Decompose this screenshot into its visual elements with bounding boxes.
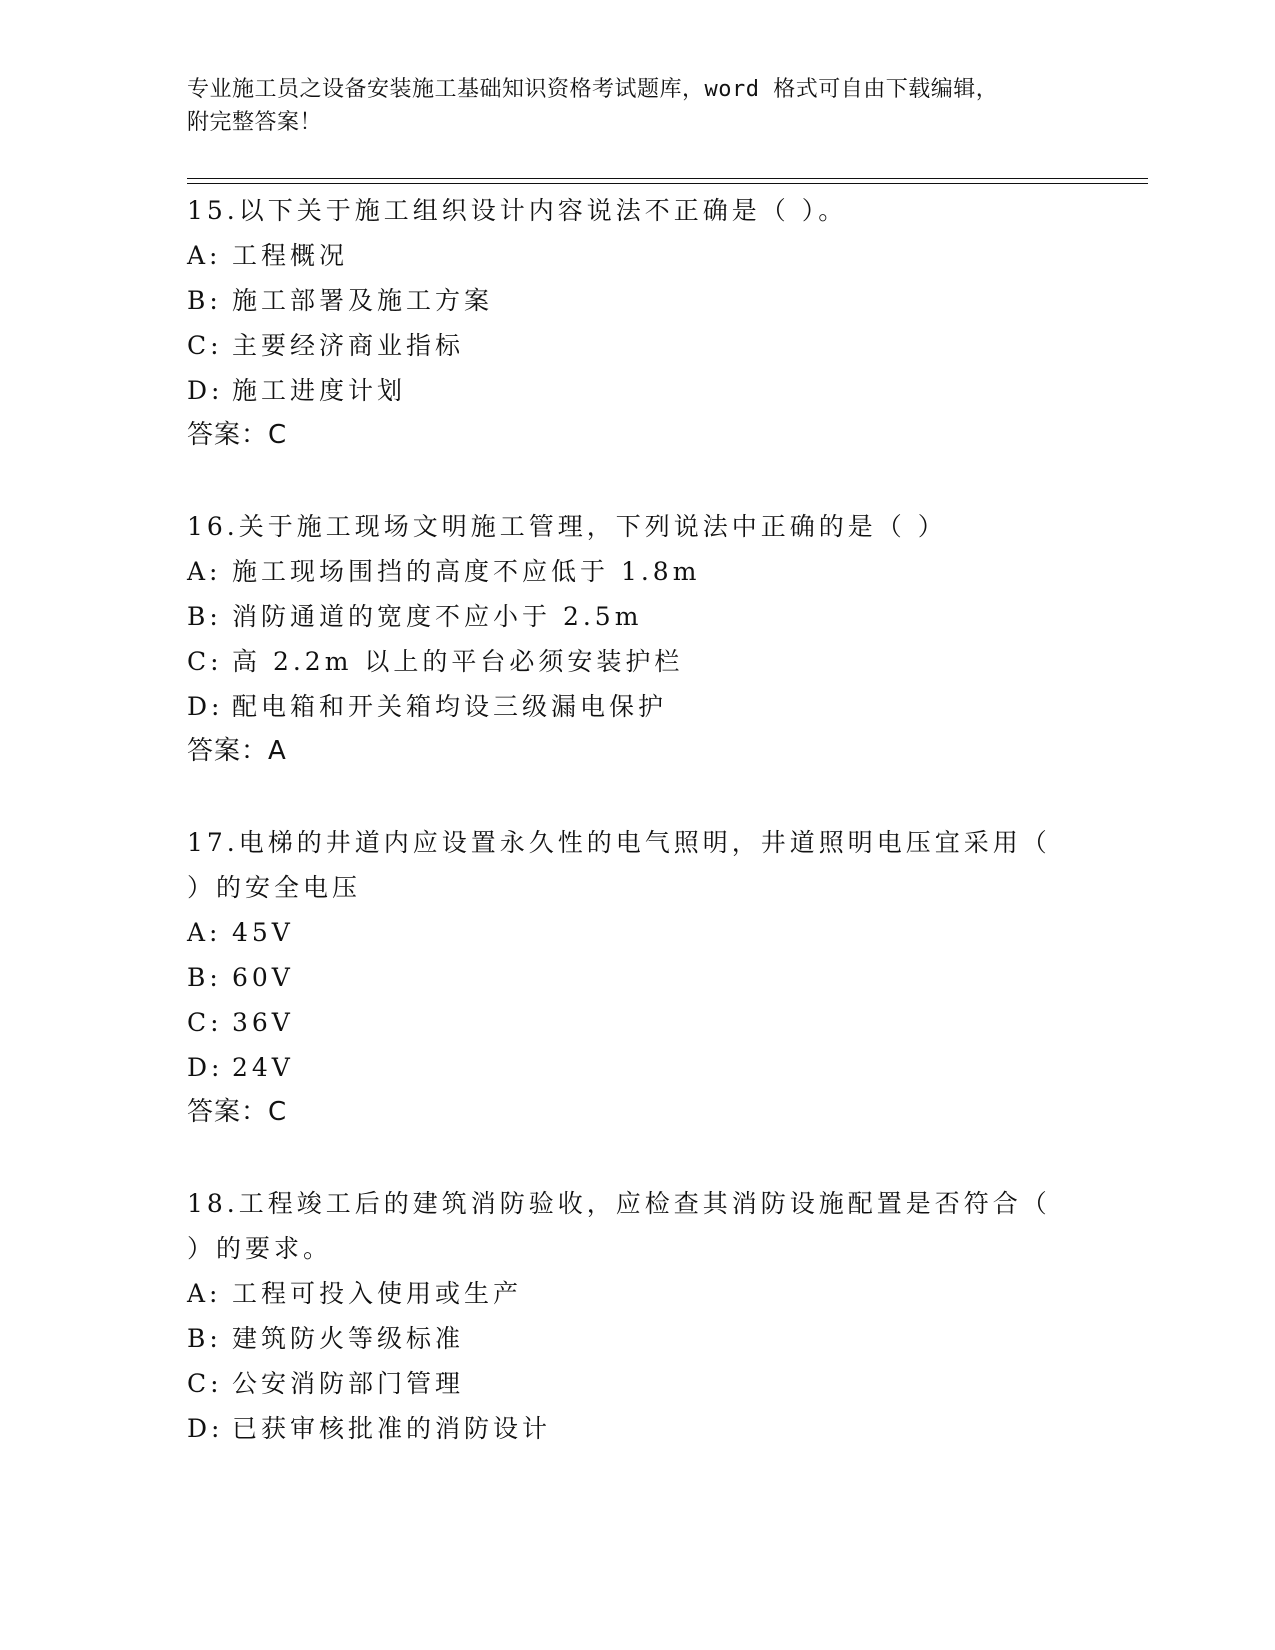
option-text: 施工现场围挡的高度不应低于 1.8m <box>232 557 701 586</box>
option-a <box>187 910 1067 955</box>
option-key: A: <box>187 557 222 586</box>
option-b <box>187 1316 1067 1361</box>
option-text: 主要经济商业指标 <box>232 331 465 360</box>
question-text: 18.工程竣工后的建筑消防验收，应检查其消防设施配置是否符合（ ）的要求。 <box>187 1189 1051 1263</box>
answer-label: 答案：C <box>187 1097 288 1127</box>
option-key: D: <box>187 376 224 405</box>
question-16 <box>187 504 1067 774</box>
answer-label: 答案：C <box>187 420 288 450</box>
option-d <box>187 1406 1067 1451</box>
header-divider-bottom <box>187 183 1148 184</box>
option-text: 施工进度计划 <box>232 376 407 405</box>
header-line-1: 专业施工员之设备安装施工基础知识资格考试题库，word 格式可自由下载编辑， <box>187 77 999 102</box>
option-key: B: <box>187 286 222 315</box>
option-key: D: <box>187 692 224 721</box>
question-15 <box>187 188 1067 458</box>
option-key: B: <box>187 963 222 992</box>
header-line-2: 附完整答案！ <box>187 110 323 135</box>
option-text: 配电箱和开关箱均设三级漏电保护 <box>232 692 668 721</box>
option-key: C: <box>187 647 223 676</box>
option-c <box>187 1000 1067 1045</box>
option-c <box>187 323 1067 368</box>
option-text: 60V <box>232 963 294 992</box>
option-text: 24V <box>232 1053 294 1082</box>
option-text: 施工部署及施工方案 <box>232 286 494 315</box>
option-key: C: <box>187 331 223 360</box>
option-text: 建筑防火等级标准 <box>232 1324 465 1353</box>
option-b <box>187 278 1067 323</box>
option-key: B: <box>187 602 222 631</box>
option-d <box>187 684 1067 729</box>
option-text: 高 2.2m 以上的平台必须安装护栏 <box>232 647 684 676</box>
option-key: B: <box>187 1324 222 1353</box>
option-b <box>187 594 1067 639</box>
option-b <box>187 955 1067 1000</box>
option-a <box>187 233 1067 278</box>
option-text: 36V <box>232 1008 294 1037</box>
option-c <box>187 639 1067 684</box>
header-divider-top <box>187 178 1148 179</box>
option-key: C: <box>187 1008 223 1037</box>
option-text: 公安消防部门管理 <box>232 1369 465 1398</box>
option-key: A: <box>187 241 222 270</box>
document-header <box>187 73 1067 139</box>
option-key: C: <box>187 1369 223 1398</box>
option-d <box>187 368 1067 413</box>
option-text: 已获审核批准的消防设计 <box>232 1414 552 1443</box>
option-key: A: <box>187 1279 222 1308</box>
option-key: D: <box>187 1053 224 1082</box>
option-key: D: <box>187 1414 224 1443</box>
option-text: 45V <box>232 918 294 947</box>
option-d <box>187 1045 1067 1090</box>
question-17 <box>187 820 1067 1135</box>
option-text: 工程可投入使用或生产 <box>232 1279 523 1308</box>
question-text: 15.以下关于施工组织设计内容说法不正确是（ ）。 <box>187 196 848 225</box>
option-a <box>187 1271 1067 1316</box>
question-text: 16.关于施工现场文明施工管理，下列说法中正确的是（ ） <box>187 512 947 541</box>
option-text: 消防通道的宽度不应小于 2.5m <box>232 602 643 631</box>
option-a <box>187 549 1067 594</box>
option-c <box>187 1361 1067 1406</box>
question-list <box>187 188 1067 1497</box>
question-text: 17.电梯的井道内应设置永久性的电气照明，井道照明电压宜采用（ ）的安全电压 <box>187 828 1051 902</box>
option-key: A: <box>187 918 222 947</box>
question-18 <box>187 1181 1067 1451</box>
option-text: 工程概况 <box>232 241 349 270</box>
answer-label: 答案：A <box>187 736 287 766</box>
